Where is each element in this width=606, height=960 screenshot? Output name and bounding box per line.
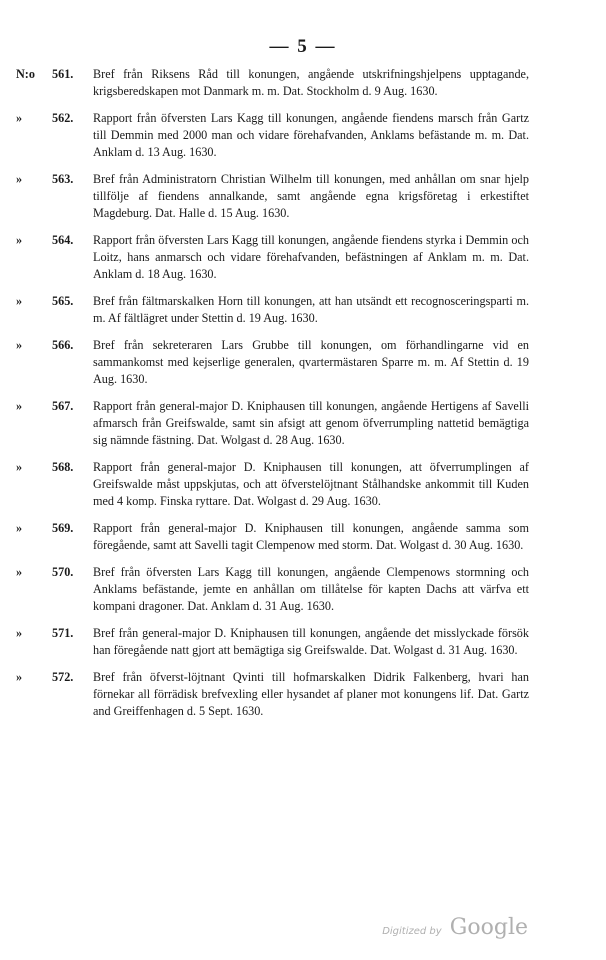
entry-text: Bref från öfversten Lars Kagg till konungen, angående Clempenows stormning och Anklams befästande, jemte en anhållan om tillåtelse för kapten Dachs att värfva ett kompani dragoner. Dat. Anklam d. 31 Aug. 1630. bbox=[93, 565, 529, 613]
entry-text: Rapport från general-major D. Kniphausen till konungen, angående Hertigens af Savelli afmarsch från Greifswalde, samt sin afsigt att genom öfverrumpling nattetid bemägtiga sig nämnde fästning. Dat. Wolgast d. 28 Aug. 1630. bbox=[93, 399, 529, 447]
entry-item bbox=[0, 625, 606, 659]
entry-prefix: » bbox=[16, 670, 23, 684]
entry-text: Bref från Administratorn Christian Wilhelm till konungen, med anhållan om snar hjelp tillfölje af fiendens annalkande, samt angående egna krigsföretag i erkestiftet Magdeburg. Dat. Halle d. 15 Aug. 1630. bbox=[93, 172, 529, 220]
entry-item bbox=[0, 669, 606, 720]
entry-label bbox=[16, 398, 84, 415]
entry-number: 568. bbox=[52, 460, 74, 474]
entry-number: 572. bbox=[52, 670, 74, 684]
entry-item bbox=[0, 459, 606, 510]
entry-label bbox=[16, 66, 84, 83]
entry-label bbox=[16, 171, 84, 188]
entry-prefix: » bbox=[16, 111, 23, 125]
entry-label bbox=[16, 564, 84, 581]
entry-number: 565. bbox=[52, 294, 74, 308]
entry-label bbox=[16, 669, 84, 686]
entry-prefix: » bbox=[16, 460, 23, 474]
entry-list bbox=[0, 66, 606, 730]
entry-prefix: » bbox=[16, 626, 23, 640]
google-watermark bbox=[382, 915, 528, 940]
entry-item bbox=[0, 293, 606, 327]
entry-text: Bref från öfverst-löjtnant Qvinti till hofmarskalken Didrik Falkenberg, hvari han förnekar all förrädisk brefvexling eller hysandet af planer mot konungens lif. Dat. Gartz and Greiffenhagen d. 5 Sept. 1630. bbox=[93, 670, 529, 718]
entry-label bbox=[16, 110, 84, 127]
entry-number: 566. bbox=[52, 338, 74, 352]
page-number: — 5 — bbox=[269, 36, 337, 57]
entry-text: Bref från sekreteraren Lars Grubbe till konungen, om förhandlingarne vid en sammankomst med kejserlige generalen, qvartermästaren Sparre m. m. Af Stettin d. 19 Aug. 1630. bbox=[93, 338, 529, 386]
entry-text: Rapport från general-major D. Kniphausen till konungen, att öfverrumplingen af Greifswalde måst uppskjutas, och att öfverstelöjtnant Stålhandske ankommit till Kuden med 4 komp. Finska ryttare. Dat. Wolgast d. 29 Aug. 1630. bbox=[93, 460, 529, 508]
entry-item bbox=[0, 398, 606, 449]
entry-text: Rapport från öfversten Lars Kagg till konungen, angående fiendens marsch från Gartz till Demmin med 2000 man och vidare förehafvanden, Anklams befästande m. m. Dat. Anklam d. 13 Aug. 1630. bbox=[93, 111, 529, 159]
entry-label bbox=[16, 232, 84, 249]
entry-number: 561. bbox=[52, 67, 74, 81]
entry-item bbox=[0, 66, 606, 100]
entry-number: 563. bbox=[52, 172, 74, 186]
entry-label bbox=[16, 625, 84, 642]
entry-prefix: » bbox=[16, 399, 23, 413]
entry-text: Rapport från general-major D. Kniphausen till konungen, angående samma som föregående, samt att Savelli tagit Clempenow med storm. Dat. Wolgast d. 30 Aug. 1630. bbox=[93, 521, 529, 552]
entry-text: Bref från general-major D. Kniphausen till konungen, angående det misslyckade försök han föregående natt gjort att bemägtiga sig Greifswalde. Dat. Wolgast d. 31 Aug. 1630. bbox=[93, 626, 529, 657]
entry-prefix: » bbox=[16, 294, 23, 308]
entry-label bbox=[16, 293, 84, 310]
entry-number: 567. bbox=[52, 399, 74, 413]
entry-item bbox=[0, 337, 606, 388]
entry-prefix: » bbox=[16, 233, 23, 247]
entry-prefix: » bbox=[16, 521, 23, 535]
entry-number: 571. bbox=[52, 626, 74, 640]
entry-label bbox=[16, 337, 84, 354]
entry-item bbox=[0, 171, 606, 222]
entry-item bbox=[0, 564, 606, 615]
entry-item bbox=[0, 520, 606, 554]
entry-prefix: » bbox=[16, 565, 23, 579]
entry-number: 564. bbox=[52, 233, 74, 247]
entry-text: Bref från Riksens Råd till konungen, angående utskrifningshjelpens upptagande, krigsberedskapen mot Danmark m. m. Dat. Stockholm d. 9 Aug. 1630. bbox=[93, 67, 529, 98]
watermark-brand: Google bbox=[449, 915, 528, 940]
entry-number: 562. bbox=[52, 111, 74, 125]
entry-text: Rapport från öfversten Lars Kagg till konungen, angående fiendens styrka i Demmin och Loitz, hans anmarsch och vidare förehafvanden, befästningen af Anklam m. m. Dat. Anklam d. 18 Aug. 1630. bbox=[93, 233, 529, 281]
entry-text: Bref från fältmarskalken Horn till konungen, att han utsändt ett recognosceringsparti m. m. Af fältlägret under Stettin d. 19 Aug. 1630. bbox=[93, 294, 529, 325]
watermark-prefix: Digitized by bbox=[382, 926, 442, 937]
entry-prefix: » bbox=[16, 172, 23, 186]
entry-label bbox=[16, 459, 84, 476]
entry-number: 570. bbox=[52, 565, 74, 579]
entry-item bbox=[0, 232, 606, 283]
entry-number: 569. bbox=[52, 521, 74, 535]
entry-prefix: N:o bbox=[16, 67, 35, 81]
entry-prefix: » bbox=[16, 338, 23, 352]
entry-label bbox=[16, 520, 84, 537]
entry-item bbox=[0, 110, 606, 161]
